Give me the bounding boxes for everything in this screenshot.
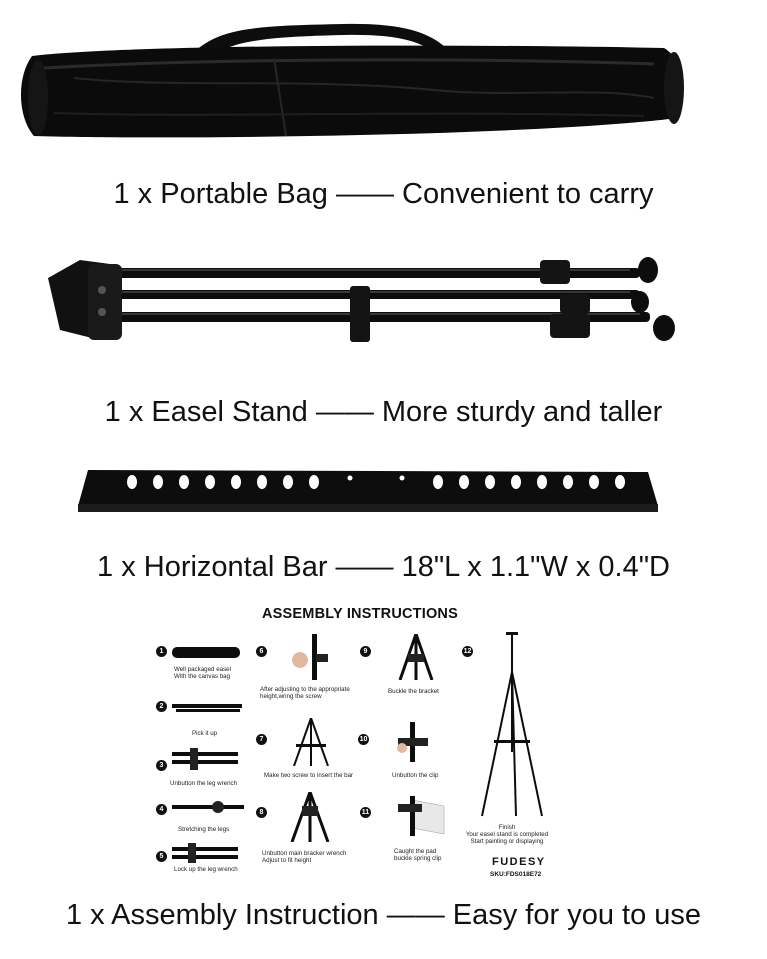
horizontal-bar-image bbox=[76, 466, 660, 514]
main-bracket-wrench-icon bbox=[288, 792, 332, 842]
assembly-instructions-sheet bbox=[140, 600, 580, 890]
step-number: 1 bbox=[156, 646, 167, 657]
step-label: Pick it up bbox=[192, 730, 218, 737]
stretch-legs-icon bbox=[170, 798, 246, 818]
step-number: 2 bbox=[156, 701, 167, 712]
buckle-bracket-icon bbox=[396, 634, 436, 680]
insert-bar-icon bbox=[286, 718, 336, 766]
folded-easel-icon bbox=[170, 700, 244, 714]
step-label: Unbutton main bracker wrench Adjust to fit height bbox=[262, 850, 347, 864]
step-number: 11 bbox=[361, 809, 370, 816]
step-number: 6 bbox=[256, 646, 267, 657]
step-label: Unbutton the clip bbox=[392, 772, 439, 779]
step-number: 10 bbox=[359, 736, 368, 743]
step-label: Make two screw to insert the bar bbox=[264, 772, 354, 779]
step-label: Caught the pad buckle spring clip bbox=[394, 848, 442, 862]
step-label: Lock up the leg wrench bbox=[174, 866, 238, 873]
step-number: 8 bbox=[256, 807, 267, 818]
step-label: Well packaged easel With the canvas bag bbox=[174, 666, 231, 680]
step-label: Stretching the legs bbox=[178, 826, 230, 833]
step-label: Finish Your easel stand is completed Start painting or displaying bbox=[465, 824, 549, 845]
finished-easel-icon bbox=[476, 632, 546, 818]
step-number: 3 bbox=[156, 760, 167, 771]
packaged-easel-icon bbox=[170, 644, 242, 660]
unbutton-clip-icon bbox=[392, 722, 436, 762]
step-number: 7 bbox=[256, 734, 267, 745]
caption-easel-stand: 1 x Easel Stand —— More sturdy and taller bbox=[104, 396, 663, 428]
step-number: 5 bbox=[156, 851, 167, 862]
caption-portable-bag: 1 x Portable Bag —— Convenient to carry bbox=[113, 178, 654, 210]
step-number: 4 bbox=[156, 804, 167, 815]
brand-logo: FUDESY bbox=[492, 856, 546, 868]
step-label: After adjusting to the appropriate height,wring the screw bbox=[260, 686, 350, 700]
sku-label: SKU:FDS018E72 bbox=[490, 871, 542, 878]
wring-screw-icon bbox=[284, 634, 334, 680]
caption-assembly-instruction: 1 x Assembly Instruction —— Easy for you to use bbox=[65, 899, 702, 931]
leg-wrench-icon bbox=[170, 746, 240, 772]
step-number: 12 bbox=[463, 648, 472, 655]
lock-wrench-icon bbox=[170, 842, 240, 864]
step-number: 9 bbox=[360, 646, 371, 657]
easel-stand-image bbox=[40, 250, 680, 350]
assembly-title: ASSEMBLY INSTRUCTIONS bbox=[262, 606, 458, 622]
caption-horizontal-bar: 1 x Horizontal Bar —— 18"L x 1.1"W x 0.4"D bbox=[97, 551, 670, 583]
step-label: Buckle the bracket bbox=[388, 688, 439, 695]
spring-clip-pad-icon bbox=[392, 796, 446, 836]
step-label: Unbutton the leg wrench bbox=[170, 780, 238, 787]
portable-bag-image bbox=[14, 18, 686, 148]
